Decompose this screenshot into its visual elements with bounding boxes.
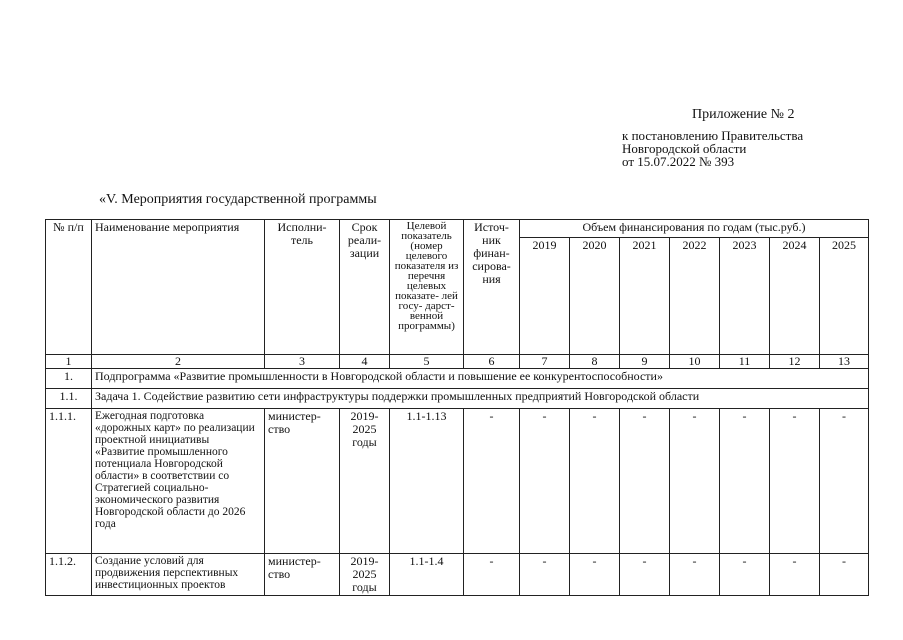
col-number: 9 xyxy=(620,355,670,369)
subprogram-row xyxy=(46,369,869,389)
row-indicator: 1.1-1.13 xyxy=(390,409,464,554)
row-source: - xyxy=(464,554,520,596)
row-value: - xyxy=(820,409,869,554)
column-number-row xyxy=(46,355,869,369)
row-source: - xyxy=(464,409,520,554)
table-row xyxy=(46,554,869,596)
col-number: 10 xyxy=(670,355,720,369)
task-num: 1.1. xyxy=(46,389,92,409)
row-value: - xyxy=(620,409,670,554)
header-year: 2022 xyxy=(670,238,720,355)
row-value: - xyxy=(570,409,620,554)
col-number: 11 xyxy=(720,355,770,369)
row-value: - xyxy=(520,409,570,554)
row-name: Создание условий для продвижения перспективных инвестиционных проектов xyxy=(92,554,265,596)
row-value: - xyxy=(770,554,820,596)
col-number: 2 xyxy=(92,355,265,369)
col-number: 12 xyxy=(770,355,820,369)
appendix-line-1: к постановлению Правительства xyxy=(622,128,804,143)
col-number: 5 xyxy=(390,355,464,369)
col-number: 7 xyxy=(520,355,570,369)
row-num: 1.1.1. xyxy=(46,409,92,554)
row-value: - xyxy=(770,409,820,554)
col-number: 8 xyxy=(570,355,620,369)
row-value: - xyxy=(620,554,670,596)
subprogram-num: 1. xyxy=(46,369,92,389)
col-number: 3 xyxy=(265,355,340,369)
col-number: 4 xyxy=(340,355,390,369)
header-num: № п/п xyxy=(46,220,92,355)
header-year: 2021 xyxy=(620,238,670,355)
header-year: 2020 xyxy=(570,238,620,355)
table-row xyxy=(46,409,869,554)
row-term: 2019- 2025 годы xyxy=(340,554,390,596)
document-heading: «V. Мероприятия государственной программы xyxy=(99,192,377,207)
header-year: 2023 xyxy=(720,238,770,355)
row-indicator: 1.1-1.4 xyxy=(390,554,464,596)
task-text: Задача 1. Содействие развитию сети инфраструктуры поддержки промышленных предприятий Новгородской области xyxy=(92,389,869,409)
header-executor: Исполни- тель xyxy=(265,220,340,355)
header-source: Источ- ник финан- сирова- ния xyxy=(464,220,520,355)
header-year: 2019 xyxy=(520,238,570,355)
col-number: 1 xyxy=(46,355,92,369)
row-value: - xyxy=(720,554,770,596)
header-term: Срок реали- зации xyxy=(340,220,390,355)
row-value: - xyxy=(670,409,720,554)
header-funding: Объем финансирования по годам (тыс.руб.) xyxy=(520,220,869,238)
row-executor: министер- ство xyxy=(265,554,340,596)
measures-table xyxy=(45,219,869,596)
row-value: - xyxy=(670,554,720,596)
row-value: - xyxy=(820,554,869,596)
row-executor: министер- ство xyxy=(265,409,340,554)
appendix-title: Приложение № 2 xyxy=(692,107,795,122)
row-num: 1.1.2. xyxy=(46,554,92,596)
row-name: Ежегодная подготовка «дорожных карт» по реализации проектной инициативы «Развитие промышленного потенциала Новгородской области» в соответствии со Стратегией социально-экономического развития Новгородской области до 2026 года xyxy=(92,409,265,554)
row-value: - xyxy=(720,409,770,554)
appendix-block xyxy=(622,108,803,168)
col-number: 6 xyxy=(464,355,520,369)
header-year: 2025 xyxy=(820,238,869,355)
header-indicator: Целевой показатель (номер целевого показателя из перечня целевых показате- лей госу- дарст- венной программы) xyxy=(390,220,464,355)
header-name: Наименование мероприятия xyxy=(92,220,265,355)
appendix-line-3: от 15.07.2022 № 393 xyxy=(622,154,735,169)
subprogram-text: Подпрограмма «Развитие промышленности в Новгородской области и повышение ее конкурентоспособности» xyxy=(92,369,869,389)
header-year: 2024 xyxy=(770,238,820,355)
row-value: - xyxy=(520,554,570,596)
row-value: - xyxy=(570,554,620,596)
col-number: 13 xyxy=(820,355,869,369)
task-row xyxy=(46,389,869,409)
row-term: 2019- 2025 годы xyxy=(340,409,390,554)
appendix-line-2: Новгородской области xyxy=(622,141,747,156)
